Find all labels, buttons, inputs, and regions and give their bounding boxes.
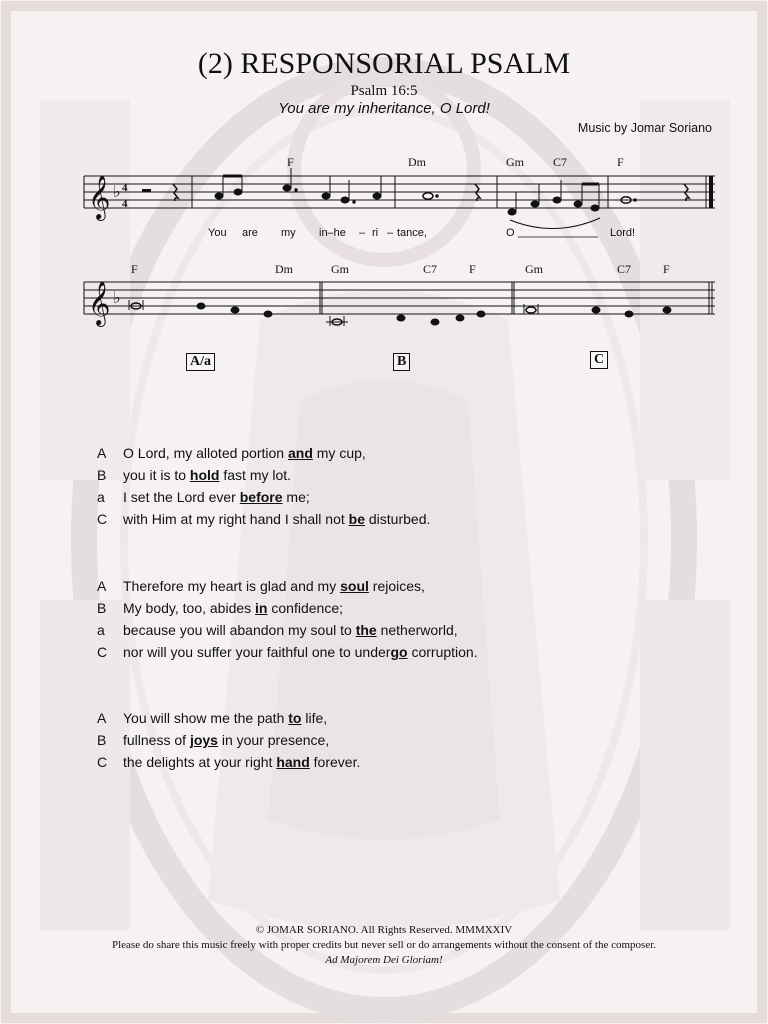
- psalm-reference: Psalm 16:5: [350, 83, 418, 99]
- chord-symbol: F: [131, 262, 138, 276]
- verse-line: A You will show me the path to life,: [97, 710, 328, 726]
- footer: [0, 923, 768, 968]
- verse-line: C with Him at my right hand I shall not be disturbed.: [97, 511, 431, 527]
- verse-line: B fullness of joys in your presence,: [97, 732, 330, 748]
- motto: Ad Majorem Dei Gloriam!: [325, 954, 443, 966]
- verse-line: A O Lord, my alloted portion and my cup,: [97, 445, 366, 461]
- treble-clef-icon: 𝄞: [88, 175, 111, 219]
- response-text: You are my inheritance, O Lord!: [278, 100, 490, 117]
- section-label: C: [590, 351, 608, 369]
- verse-line: a because you will abandon my soul to the netherworld,: [97, 622, 458, 638]
- section-label: A/a: [186, 353, 215, 371]
- lyric-syllable: in–he: [319, 227, 346, 239]
- refrain-staff: [0, 0, 768, 260]
- verse-line: C the delights at your right hand forever.: [97, 754, 361, 770]
- stanza-2: [97, 575, 478, 663]
- chord-symbol: C7: [423, 262, 438, 276]
- chord-symbol: F: [469, 262, 476, 276]
- lyric-syllable: are: [242, 227, 258, 239]
- verse-line: a I set the Lord ever before me;: [97, 489, 310, 505]
- chord-symbol: Dm: [408, 155, 426, 169]
- chord-symbol: F: [617, 155, 624, 169]
- lyric-syllable: ri: [372, 227, 379, 239]
- flat-icon: ♭: [113, 288, 121, 307]
- svg-text:4: 4: [122, 182, 128, 194]
- svg-text:4: 4: [122, 198, 128, 210]
- stanza-1: [97, 442, 430, 530]
- psalm-tone-staff: [0, 260, 768, 340]
- lyric-syllable: tance,: [397, 227, 427, 239]
- lyric-syllable: my: [281, 227, 296, 239]
- verse-line: B you it is to hold fast my lot.: [97, 467, 292, 483]
- chord-symbol: Dm: [275, 262, 293, 276]
- usage-note: Please do share this music freely with proper credits but never sell or do arrangements without the consent of the composer.: [111, 939, 657, 951]
- lyric-syllable: O: [506, 227, 515, 239]
- chord-symbol: Gm: [331, 262, 349, 276]
- lyric-syllable: You: [208, 227, 227, 239]
- section-label: B: [393, 353, 410, 371]
- chord-symbol: C7: [617, 262, 632, 276]
- stanza-3: [97, 707, 360, 773]
- chord-symbol: Gm: [506, 155, 524, 169]
- page-title: (2) RESPONSORIAL PSALM: [197, 47, 571, 80]
- chord-symbol: C7: [553, 155, 568, 169]
- flat-icon: ♭: [113, 182, 121, 201]
- verse-line: C nor will you suffer your faithful one to undergo corruption.: [97, 644, 478, 660]
- copyright-notice: © JOMAR SORIANO. All Rights Reserved. MMMXXIV: [255, 924, 513, 936]
- treble-clef-icon: 𝄞: [88, 281, 111, 325]
- lyric-syllable: Lord!: [610, 227, 636, 239]
- verse-line: A Therefore my heart is glad and my soul rejoices,: [97, 578, 425, 594]
- chord-symbol: F: [287, 155, 294, 169]
- chord-symbol: F: [663, 262, 670, 276]
- composer-credit: Music by Jomar Soriano: [577, 121, 712, 135]
- chord-symbol: Gm: [525, 262, 543, 276]
- lyric-syllable: –: [387, 227, 394, 239]
- verse-line: B My body, too, abides in confidence;: [97, 600, 343, 616]
- lyric-syllable: –: [359, 227, 366, 239]
